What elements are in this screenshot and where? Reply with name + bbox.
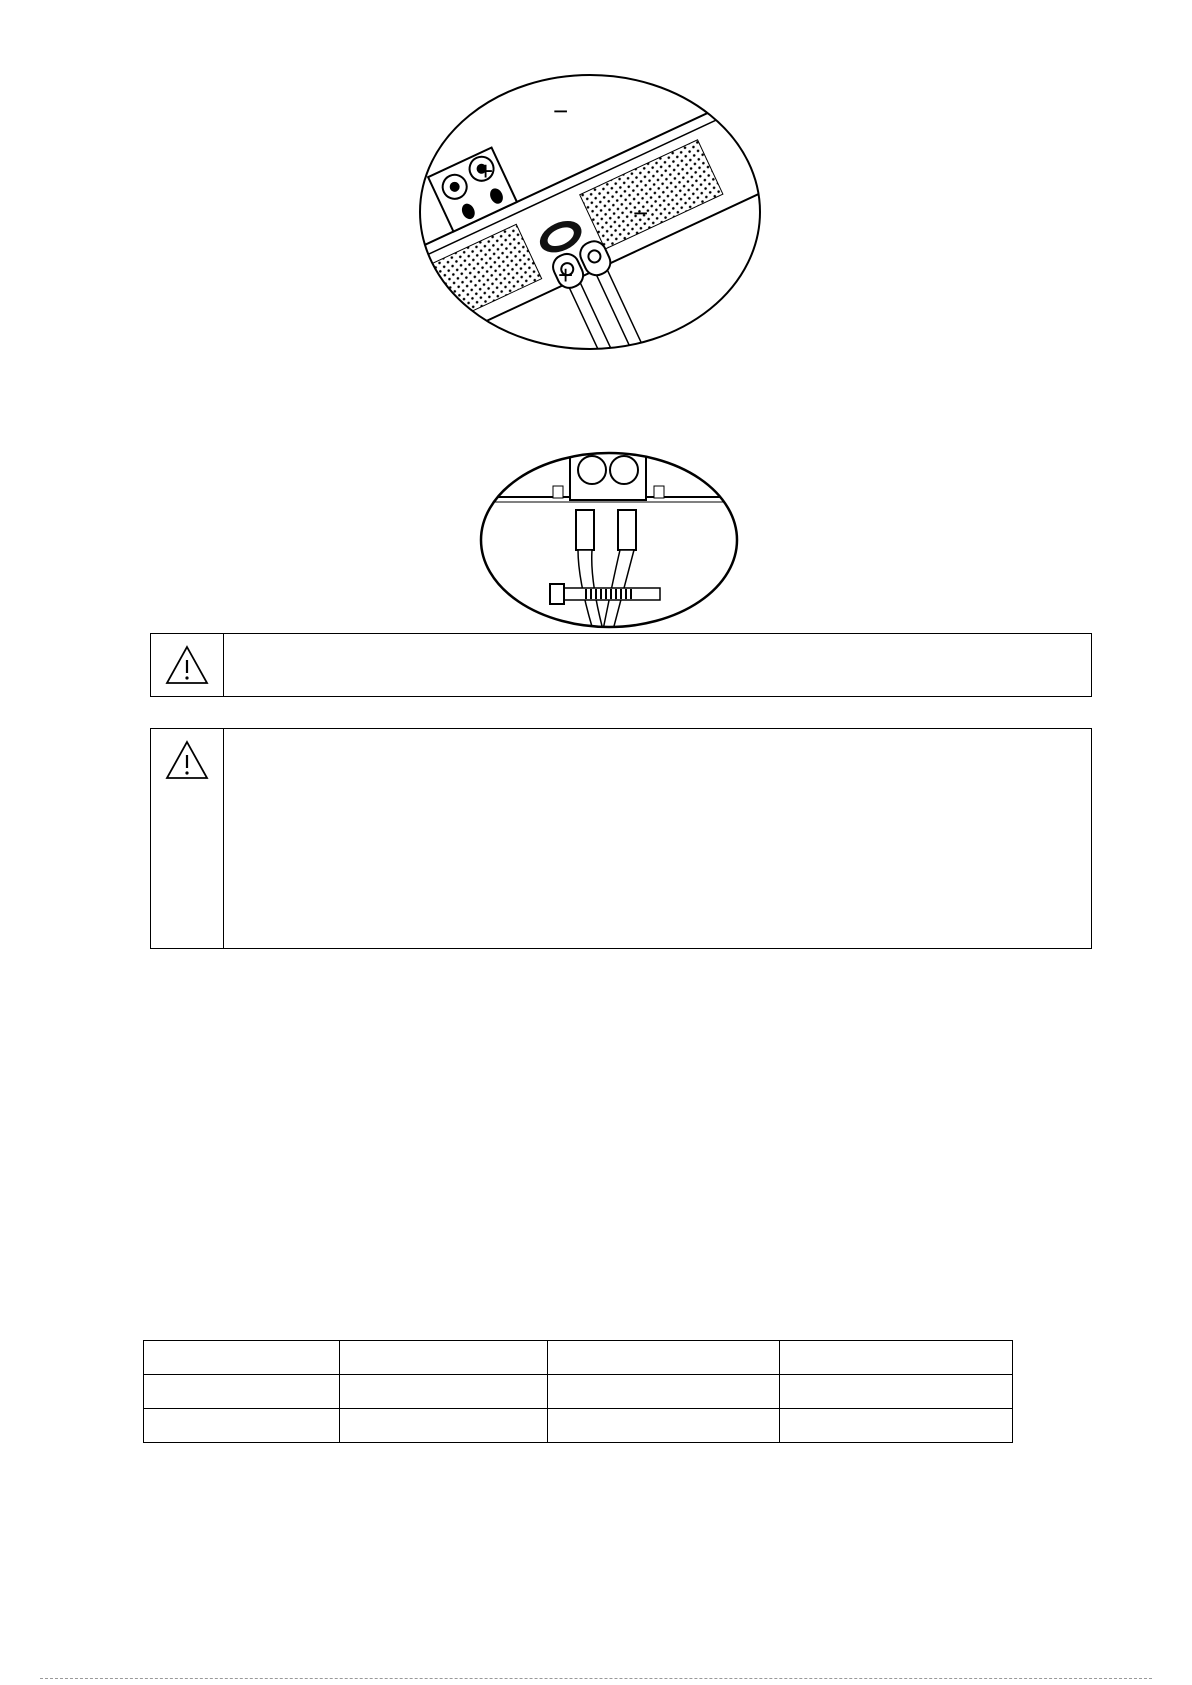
inverter-positive-label: + xyxy=(478,156,494,186)
table-row xyxy=(144,1375,1013,1409)
table-cell xyxy=(548,1409,780,1443)
warning-icon-cell xyxy=(151,729,224,948)
cable-tie-illustration xyxy=(478,450,740,630)
table-row xyxy=(144,1341,1013,1375)
cable-positive-label: + xyxy=(558,260,574,290)
table-row xyxy=(144,1409,1013,1443)
table-cell xyxy=(340,1341,548,1375)
table-cell xyxy=(340,1409,548,1443)
battery-terminal-illustration xyxy=(418,72,764,352)
table-cell xyxy=(780,1375,1013,1409)
warning-icon-cell xyxy=(151,634,224,696)
warning-triangle-icon xyxy=(164,739,210,781)
cable-negative-label: − xyxy=(633,198,649,228)
page-bottom-rule xyxy=(40,1678,1152,1679)
table-cell xyxy=(548,1341,780,1375)
inverter-negative-label: − xyxy=(553,96,569,126)
battery-terminal-drawing xyxy=(418,72,764,352)
table-cell xyxy=(144,1341,340,1375)
table-cell xyxy=(144,1409,340,1443)
warning-triangle-icon xyxy=(164,644,210,686)
spec-table xyxy=(143,1340,1013,1443)
table-cell xyxy=(780,1341,1013,1375)
table-cell xyxy=(780,1409,1013,1443)
table-cell xyxy=(144,1375,340,1409)
table-cell xyxy=(340,1375,548,1409)
cable-tie-drawing xyxy=(478,450,740,630)
table-cell xyxy=(548,1375,780,1409)
warning-box-2 xyxy=(150,728,1092,949)
warning-box-1 xyxy=(150,633,1092,697)
